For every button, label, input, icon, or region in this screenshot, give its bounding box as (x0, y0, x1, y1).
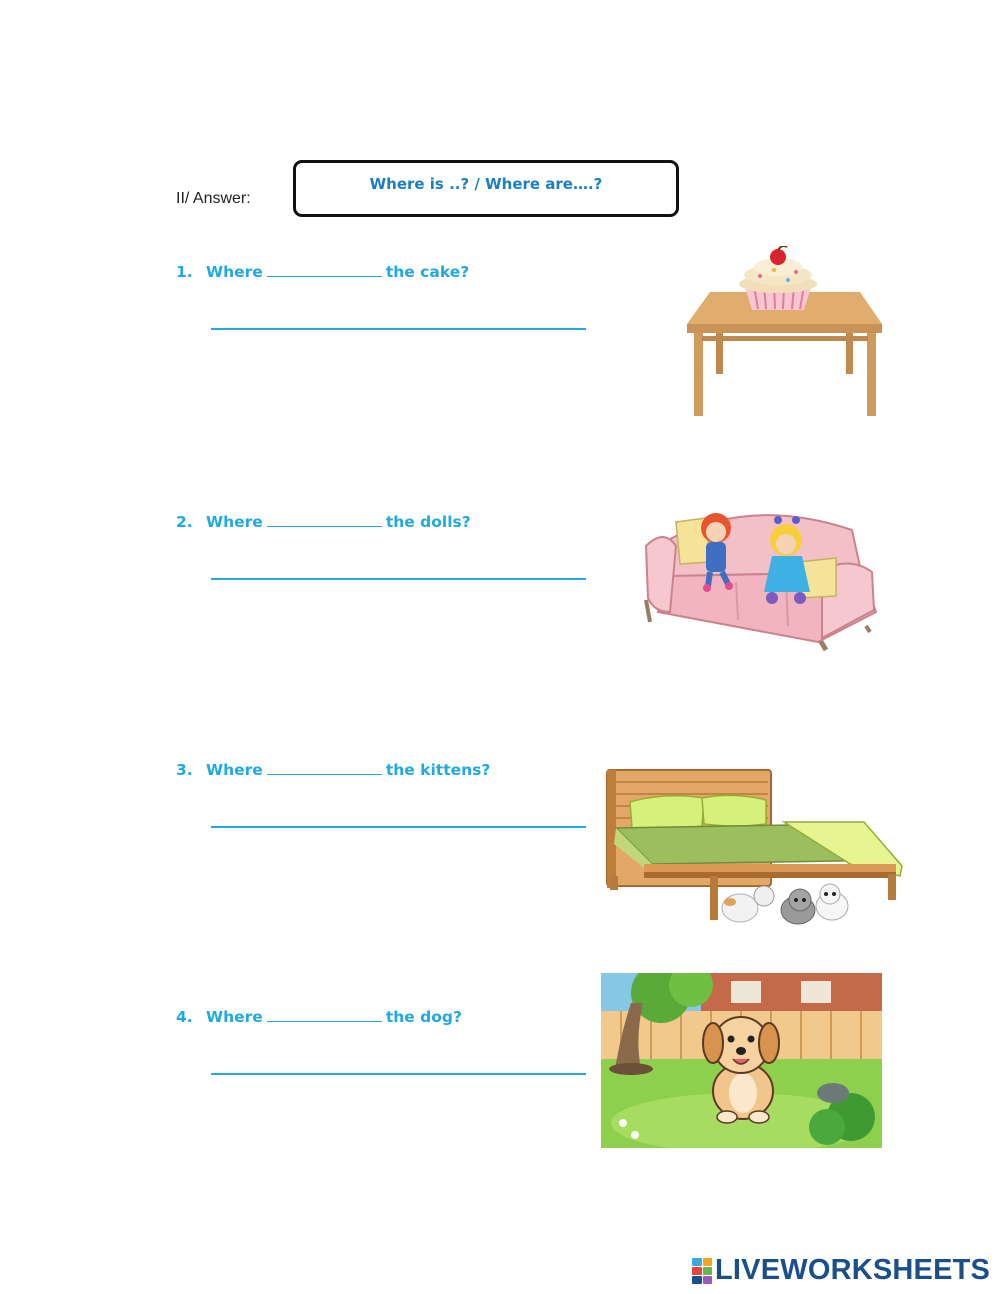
question-end: the kittens? (385, 761, 491, 779)
question-number: 4. (176, 1008, 193, 1026)
question-end: the dolls? (385, 513, 471, 531)
question-4 (176, 1008, 462, 1026)
liveworksheets-logo (692, 1254, 990, 1287)
answer-line-4[interactable] (211, 1073, 586, 1075)
brand-name: LIVEWORKSHEETS (715, 1254, 991, 1286)
logo-icon (692, 1258, 712, 1284)
question-number: 3. (176, 761, 193, 779)
cupcake-on-table-image (684, 246, 886, 420)
kittens-under-bed-image (604, 766, 904, 930)
question-2 (176, 513, 471, 531)
question-number: 2. (176, 513, 193, 531)
fill-blank-3[interactable] (267, 762, 382, 775)
question-3 (176, 761, 490, 779)
fill-blank-4[interactable] (267, 1009, 382, 1022)
section-label: II/ Answer: (176, 190, 251, 207)
question-end: the cake? (385, 263, 470, 281)
dog-in-garden-image (601, 973, 882, 1148)
question-start: Where (206, 761, 263, 779)
answer-line-1[interactable] (211, 328, 586, 330)
fill-blank-2[interactable] (267, 514, 382, 527)
dolls-on-sofa-image (640, 500, 880, 656)
fill-blank-1[interactable] (267, 264, 382, 277)
worksheet-title: Where is ..? / Where are….? (369, 175, 603, 193)
answer-line-3[interactable] (211, 826, 586, 828)
question-start: Where (206, 513, 263, 531)
answer-line-2[interactable] (211, 578, 586, 580)
question-start: Where (206, 1008, 263, 1026)
question-1 (176, 263, 469, 281)
question-number: 1. (176, 263, 193, 281)
question-end: the dog? (385, 1008, 462, 1026)
question-start: Where (206, 263, 263, 281)
title-box (293, 160, 679, 217)
